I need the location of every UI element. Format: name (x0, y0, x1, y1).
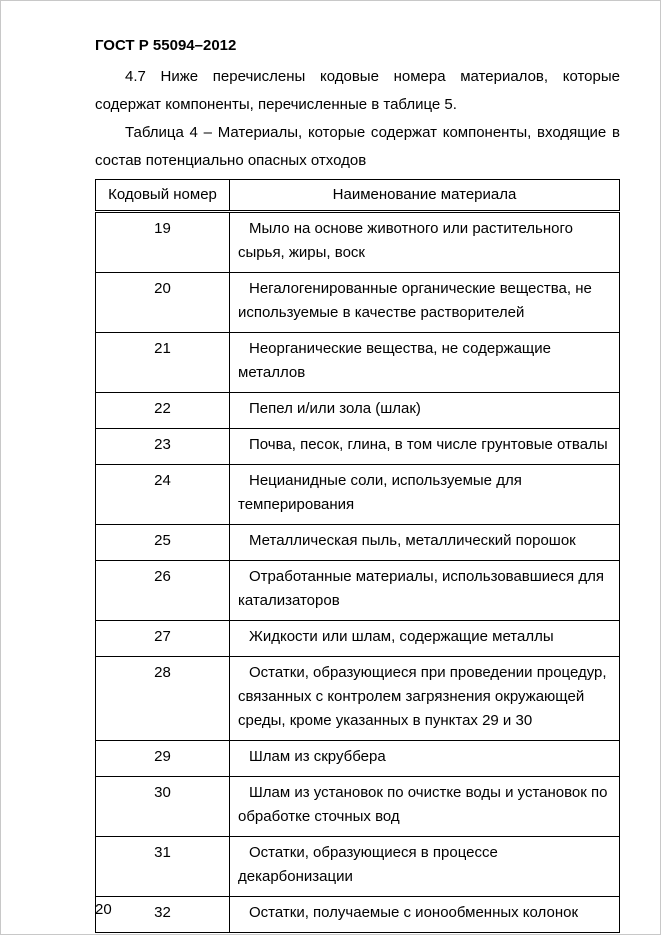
table-row (96, 837, 620, 897)
table-row (96, 333, 620, 393)
table-row (96, 777, 620, 837)
materials-table (95, 179, 620, 933)
code-cell: 32 (96, 897, 230, 933)
name-cell: Шлам из скруббера (230, 741, 620, 777)
table-row (96, 897, 620, 933)
name-cell: Остатки, получаемые с ионообменных колонок (230, 897, 620, 933)
code-cell: 28 (96, 657, 230, 741)
name-cell: Металлическая пыль, металлический порошок (230, 525, 620, 561)
name-cell: Нецианидные соли, используемые для темперирования (230, 465, 620, 525)
table-caption: Таблица 4 – Материалы, которые содержат компоненты, входящие в состав потенциально опасных отходов (95, 124, 620, 169)
name-cell: Шлам из установок по очистке воды и установок по обработке сточных вод (230, 777, 620, 837)
code-cell: 26 (96, 561, 230, 621)
table-row (96, 621, 620, 657)
code-cell: 22 (96, 393, 230, 429)
code-cell: 25 (96, 525, 230, 561)
name-cell: Мыло на основе животного или растительного сырья, жиры, воск (230, 212, 620, 273)
code-cell: 21 (96, 333, 230, 393)
code-cell: 19 (96, 212, 230, 273)
code-cell: 23 (96, 429, 230, 465)
table-row (96, 429, 620, 465)
code-cell: 24 (96, 465, 230, 525)
column-header-code: Кодовый номер (96, 180, 230, 212)
code-cell: 20 (96, 273, 230, 333)
table-row (96, 657, 620, 741)
name-cell: Отработанные материалы, использовавшиеся для катализаторов (230, 561, 620, 621)
name-cell: Остатки, образующиеся при проведении процедур, связанных с контролем загрязнения окружающей среды, кроме указанных в пунктах 29 и 30 (230, 657, 620, 741)
table-row (96, 465, 620, 525)
paragraph-4-7: 4.7 Ниже перечислены кодовые номера материалов, которые содержат компоненты, перечисленные в таблице 5. (95, 68, 620, 113)
code-cell: 27 (96, 621, 230, 657)
name-cell: Негалогенированные органические вещества, не используемые в качестве растворителей (230, 273, 620, 333)
code-cell: 31 (96, 837, 230, 897)
table-body (96, 212, 620, 933)
name-cell: Почва, песок, глина, в том числе грунтовые отвалы (230, 429, 620, 465)
table-row (96, 525, 620, 561)
column-header-name: Наименование материала (230, 180, 620, 212)
name-cell: Остатки, образующиеся в процессе декарбонизации (230, 837, 620, 897)
document-title: ГОСТ Р 55094–2012 (95, 37, 237, 54)
table-row (96, 741, 620, 777)
table-header-row (96, 180, 620, 212)
name-cell: Неорганические вещества, не содержащие металлов (230, 333, 620, 393)
name-cell: Пепел и/или зола (шлак) (230, 393, 620, 429)
code-cell: 30 (96, 777, 230, 837)
page-number: 20 (95, 901, 112, 918)
table-row (96, 561, 620, 621)
table-row (96, 273, 620, 333)
table-row (96, 393, 620, 429)
name-cell: Жидкости или шлам, содержащие металлы (230, 621, 620, 657)
table-row (96, 212, 620, 273)
code-cell: 29 (96, 741, 230, 777)
